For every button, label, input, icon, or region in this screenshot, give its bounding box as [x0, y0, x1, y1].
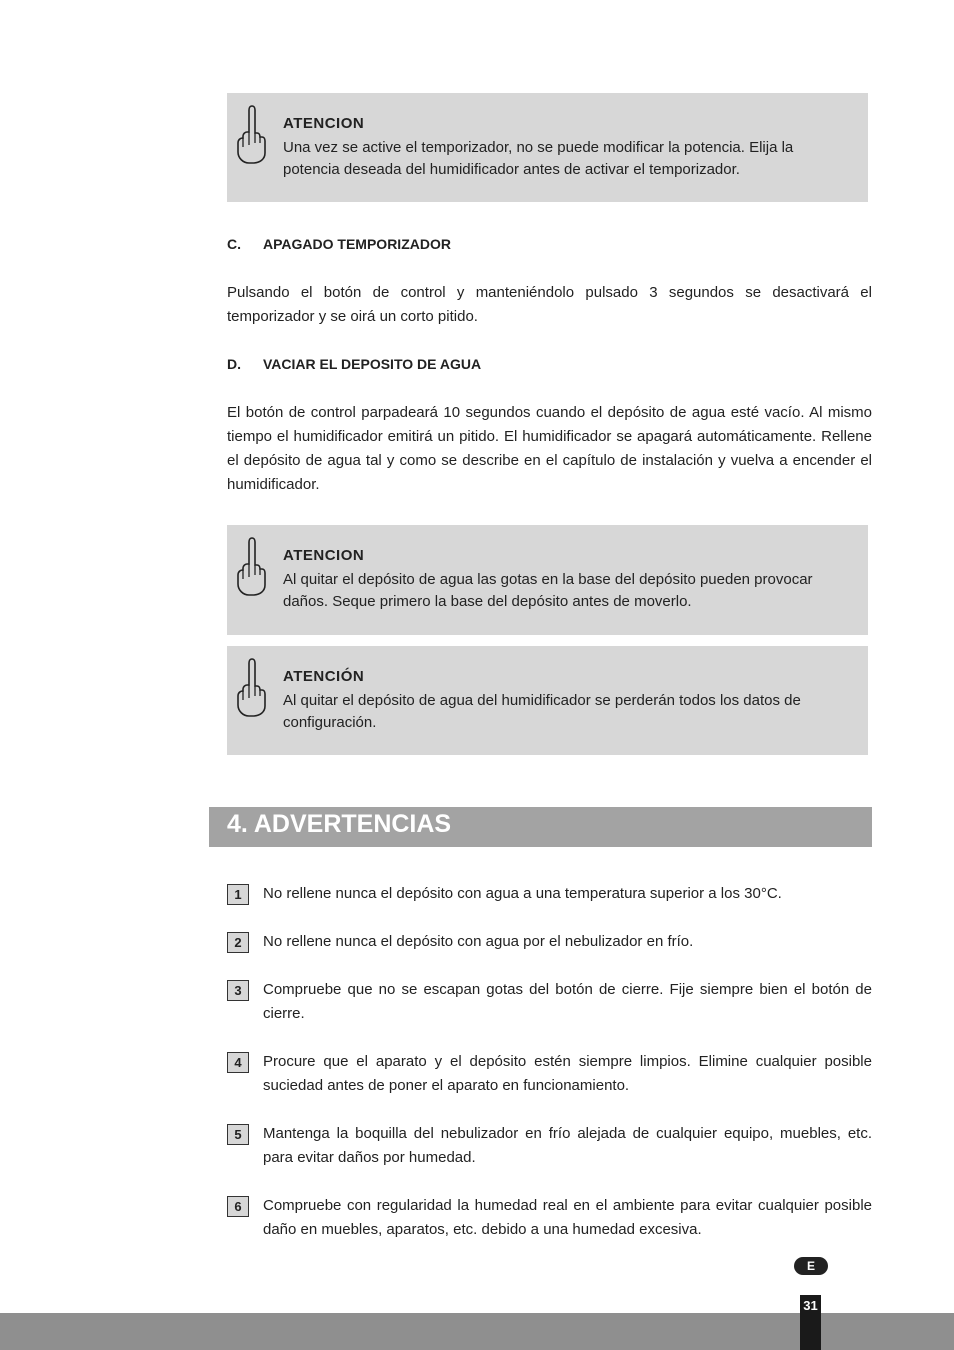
warning-number: 6 — [227, 1196, 249, 1217]
warning-number: 2 — [227, 932, 249, 953]
note-text — [283, 690, 853, 734]
warning-text: Procure que el aparato y el depósito estén siempre limpios. Elimine cualquier posible suciedad antes de poner el aparato en funcionamiento. — [263, 1053, 872, 1094]
warning-text: No rellene nunca el depósito con agua a una temperatura superior a los 30°C. — [263, 885, 782, 902]
paragraph: Pulsando el botón de control y manteniéndolo pulsado 3 segundos se desactivará el temporizador y se oirá un corto pitido. — [227, 284, 872, 325]
section-title: 4. ADVERTENCIAS — [227, 810, 452, 838]
note-text — [283, 137, 853, 181]
pointing-hand-icon — [233, 656, 267, 718]
section-heading — [227, 236, 451, 252]
warning-text: Mantenga la boquilla del nebulizador en frío alejada de cualquier equipo, muebles, etc. para evitar daños por humedad. — [263, 1125, 872, 1166]
warning-text: Compruebe que no se escapan gotas del botón de cierre. Fije siempre bien el botón de cierre. — [263, 981, 872, 1022]
note-line: Al quitar el depósito de agua las gotas en la base del depósito pueden provocar — [283, 571, 813, 588]
note-line: configuración. — [283, 714, 377, 731]
warning-text: Compruebe con regularidad la humedad real en el ambiente para evitar cualquier posible daño en muebles, aparatos, etc. debido a una humedad excesiva. — [263, 1197, 872, 1238]
attention-note — [227, 525, 868, 635]
note-title: ATENCION — [283, 115, 365, 132]
note-line: Una vez se active el temporizador, no se puede modificar la potencia. Elija la — [283, 139, 794, 156]
note-title: ATENCION — [283, 547, 365, 564]
pointing-hand-icon — [233, 103, 267, 165]
note-title: ATENCIÓN — [283, 668, 365, 685]
attention-note — [227, 93, 868, 202]
note-line: Al quitar el depósito de agua del humidificador se perderán todos los datos de — [283, 692, 801, 709]
language-badge: E — [794, 1257, 828, 1275]
attention-note — [227, 646, 868, 755]
note-line: daños. Seque primero la base del depósito antes de moverlo. — [283, 593, 692, 610]
section-heading-text: VACIAR EL DEPOSITO DE AGUA — [263, 356, 482, 372]
warning-text: No rellene nunca el depósito con agua por el nebulizador en frío. — [263, 933, 694, 950]
section-heading-text: APAGADO TEMPORIZADOR — [263, 236, 451, 252]
warning-number: 1 — [227, 884, 249, 905]
pointing-hand-icon — [233, 535, 267, 597]
warning-number: 3 — [227, 980, 249, 1001]
page-number: 31 — [800, 1295, 821, 1350]
section-letter: C. — [227, 236, 241, 252]
paragraph: El botón de control parpadeará 10 segundos cuando el depósito de agua esté vacío. Al mismo tiempo el humidificador emitirá un pitido. El humidificador se apagará automáticamente. Rellene el depósito de agua tal y como se describe en el capítulo de instalación y vuelva a encender el humidificador. — [227, 404, 872, 493]
section-heading — [227, 356, 481, 372]
note-text — [283, 569, 853, 613]
warning-number: 5 — [227, 1124, 249, 1145]
section-letter: D. — [227, 356, 241, 372]
section-title-bar — [209, 807, 872, 847]
warning-number: 4 — [227, 1052, 249, 1073]
note-line: potencia deseada del humidificador antes de activar el temporizador. — [283, 161, 740, 178]
